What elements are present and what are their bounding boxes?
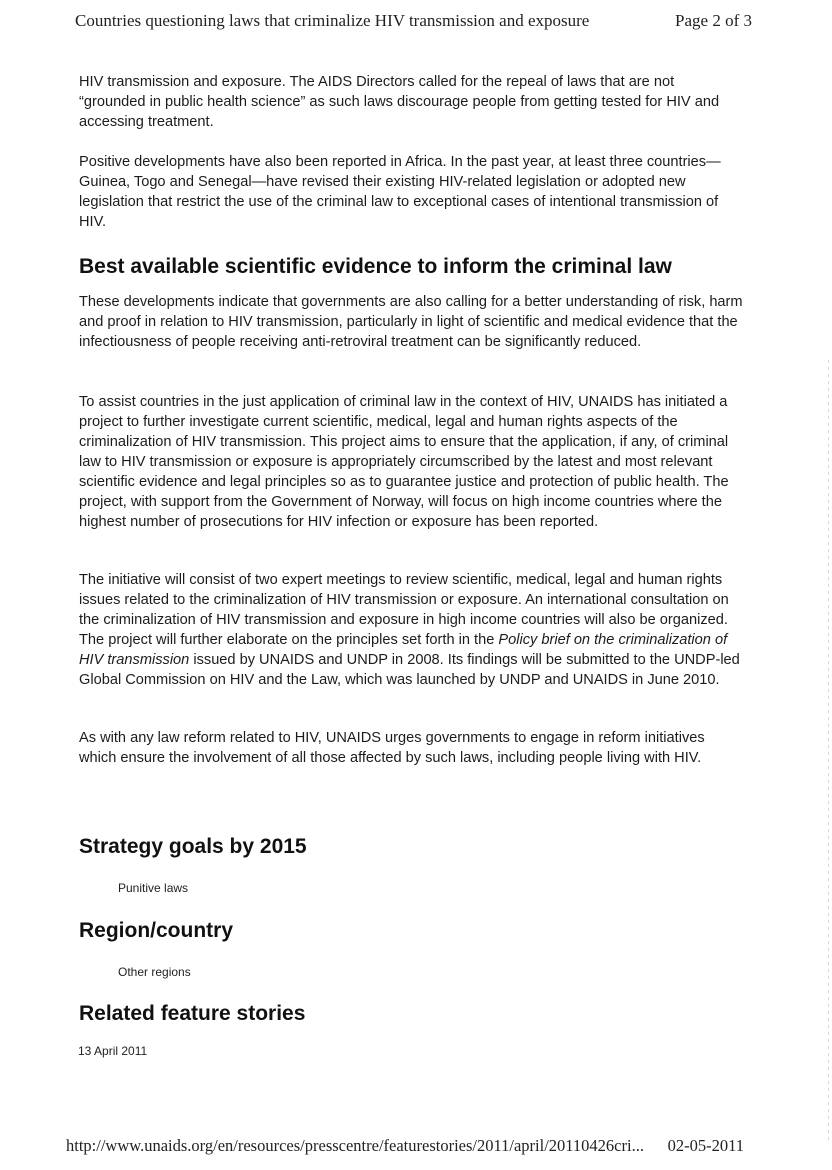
initiative-text-start: The initiative will consist of two expert meetings to review scientific, medical, legal and human rights issues related to the criminalization of HIV transmission or exposure. An international consultation on the criminalization of HIV transmission and exposure in high income countries will also be organized. The project will further elaborate on the principles set forth in the [79, 572, 729, 648]
print-header [75, 11, 752, 35]
print-footer [66, 1136, 744, 1158]
heading-region-wrap [79, 918, 744, 944]
paragraph-africa-wrap [79, 152, 744, 232]
paragraph-law-reform-wrap [79, 728, 744, 768]
paragraph-project-wrap [79, 392, 744, 532]
paragraph-aids-directors: HIV transmission and exposure. The AIDS Directors called for the repeal of laws that are not “grounded in public health science” as such laws discourage people from getting tested for HIV and accessing treatment. [79, 74, 720, 130]
paragraph-continued [79, 72, 744, 132]
heading-strategy-wrap [79, 834, 744, 860]
print-header-title: Countries questioning laws that criminalize HIV transmission and exposure [75, 11, 590, 30]
heading-scientific-evidence: Best available scientific evidence to inform the criminal law [79, 255, 672, 278]
paragraph-africa: Positive developments have also been reported in Africa. In the past year, at least three countries—Guinea, Togo and Senegal—have revised their existing HIV-related legislation or adopted new legislation that restrict the use of the criminal law to exceptional cases of intentional transmission of HIV. [79, 154, 721, 230]
scan-edge-artifact [828, 360, 829, 1140]
paragraph-developments: These developments indicate that governments are also calling for a better understanding of risk, harm and proof in relation to HIV transmission, particularly in light of scientific and medical evidence that the infectiousness of people receiving anti-retroviral treatment can be significantly reduced. [79, 294, 743, 350]
strategy-goal-link[interactable]: Punitive laws [118, 881, 189, 895]
print-footer-url[interactable]: http://www.unaids.org/en/resources/presscentre/featurestories/2011/april/20110426cri... [66, 1136, 644, 1155]
related-date-wrap [78, 1043, 743, 1059]
region-link[interactable]: Other regions [118, 965, 191, 979]
related-story-date: 13 April 2011 [78, 1044, 148, 1058]
heading-evidence-wrap [79, 254, 779, 280]
initiative-text-end: issued by UNAIDS and UNDP in 2008. Its findings will be submitted to the UNDP-led Global Commission on HIV and the Law, which was launched by UNDP and UNAIDS in June 2010. [79, 652, 740, 688]
print-header-page-number: Page 2 of 3 [675, 11, 752, 30]
paragraph-initiative [79, 570, 744, 690]
region-item-wrap [118, 964, 783, 980]
heading-related-wrap [79, 1001, 744, 1027]
paragraph-initiative-wrap [79, 570, 744, 690]
heading-region-country: Region/country [79, 919, 234, 942]
heading-related-stories: Related feature stories [79, 1002, 306, 1025]
policy-brief-title: Policy brief on the criminalization of HIV transmission [79, 632, 728, 668]
strategy-item-wrap [118, 880, 783, 896]
print-footer-date: 02-05-2011 [667, 1136, 744, 1155]
paragraph-law-reform: As with any law reform related to HIV, UNAIDS urges governments to engage in reform initiatives which ensure the involvement of all those affected by such laws, including people living with HIV. [79, 730, 705, 766]
paragraph-developments-wrap [79, 292, 744, 352]
paragraph-unaids-project: To assist countries in the just application of criminal law in the context of HIV, UNAIDS has initiated a project to further investigate current scientific, medical, legal and human rights aspects of the criminalization of HIV transmission. This project aims to ensure that the application, if any, of criminal law to HIV transmission or exposure is appropriately circumscribed by the latest and most relevant scientific evidence and legal principles so as to guarantee justice and protection of public health. The project, with support from the Government of Norway, will focus on high income countries where the highest number of prosecutions for HIV infection or exposure has been reported. [79, 394, 729, 530]
heading-strategy-goals: Strategy goals by 2015 [79, 835, 307, 858]
